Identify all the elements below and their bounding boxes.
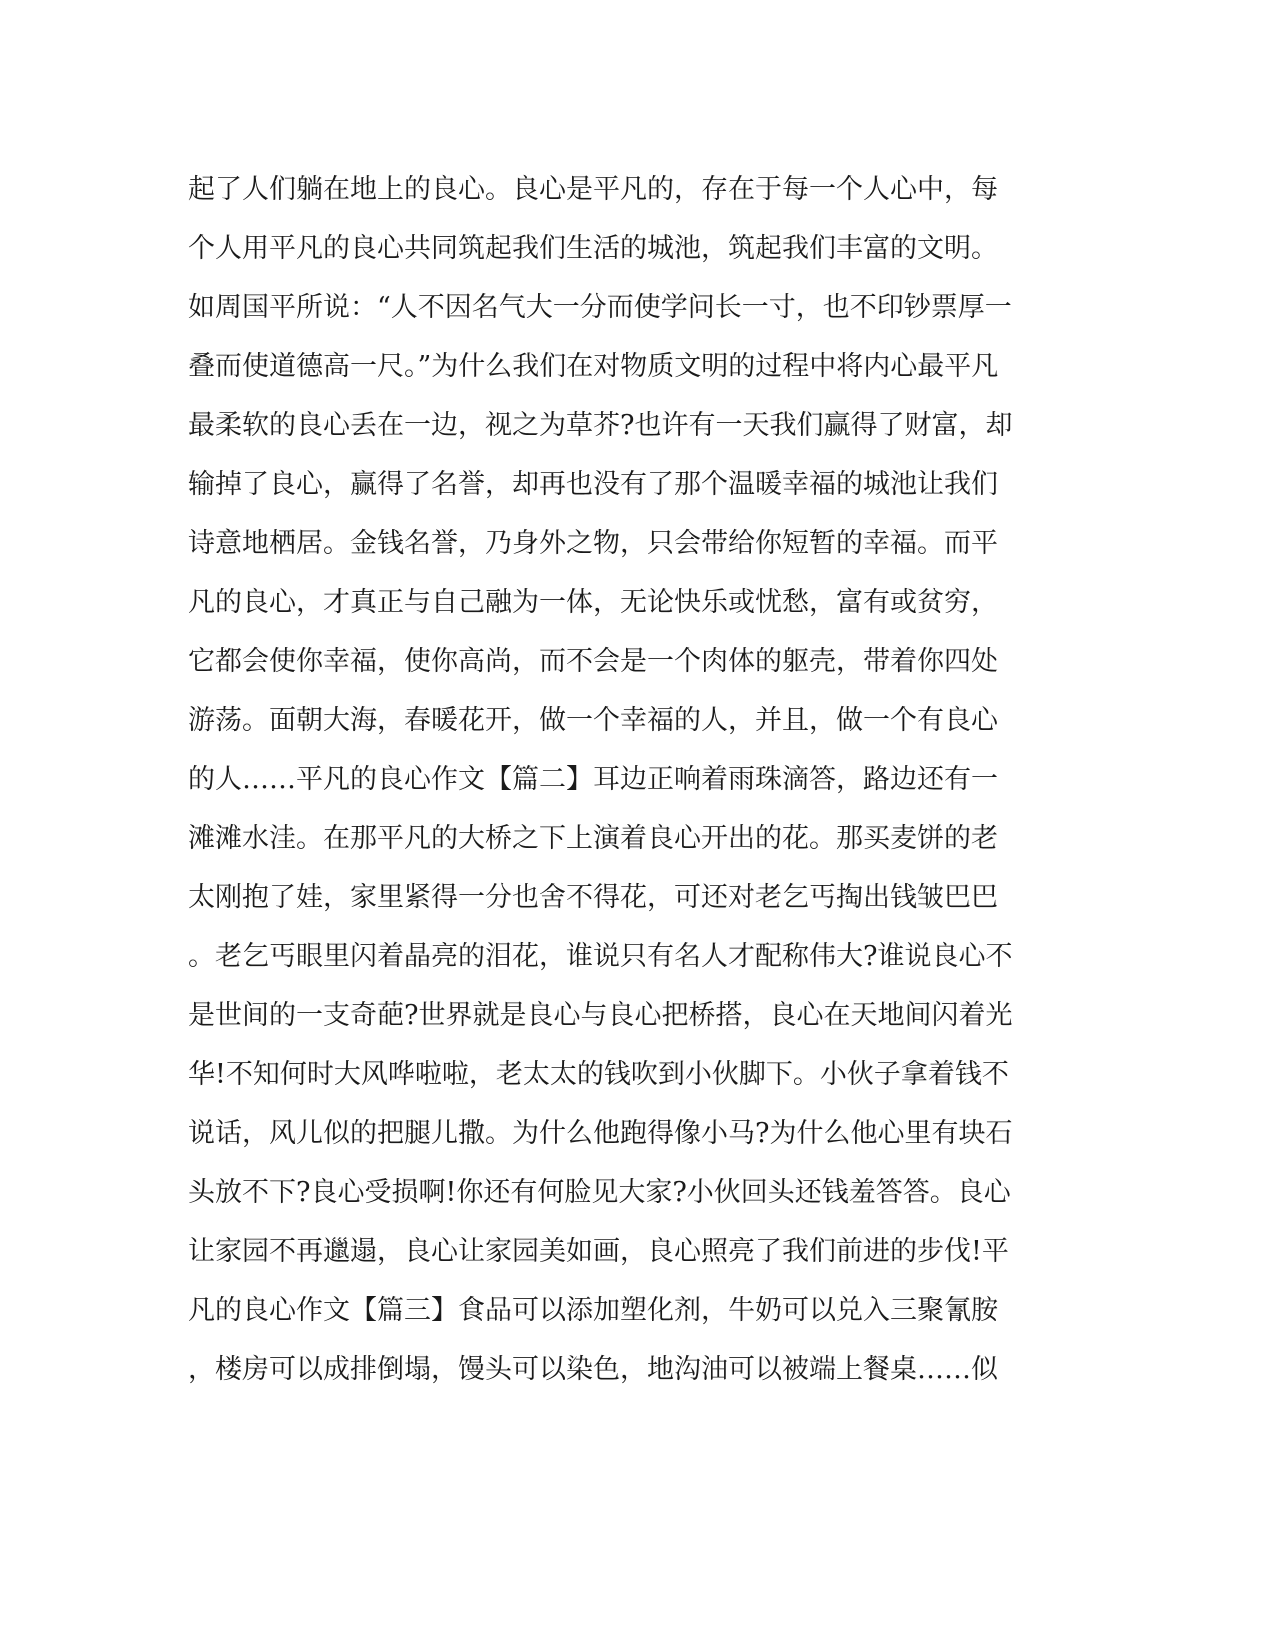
text-line: 华!不知何时大风哗啦啦，老太太的钱吹到小伙脚下。小伙子拿着钱不 (188, 1059, 1009, 1090)
text-line: 它都会使你幸福，使你高尚，而不会是一个肉体的躯壳，带着你四处 (188, 646, 998, 677)
text-line: 凡的良心，才真正与自己融为一体，无论快乐或忧愁，富有或贫穷， (188, 587, 998, 618)
text-line: 诗意地栖居。金钱名誉，乃身外之物，只会带给你短暂的幸福。而平 (188, 528, 998, 559)
text-line: 最柔软的良心丢在一边，视之为草芥?也许有一天我们赢得了财富，却 (188, 410, 1013, 441)
text-line: 叠而使道德高一尺。”为什么我们在对物质文明的过程中将内心最平凡 (188, 351, 999, 382)
text-line: 游荡。面朝大海，春暖花开，做一个幸福的人，并且，做一个有良心 (188, 705, 998, 736)
text-line: 是世间的一支奇葩?世界就是良心与良心把桥搭，良心在天地间闪着光 (188, 1000, 1013, 1031)
text-line: 输掉了良心，赢得了名誉，却再也没有了那个温暖幸福的城池让我们 (188, 469, 998, 500)
text-line: 起了人们躺在地上的良心。良心是平凡的，存在于每一个人心中，每 (188, 174, 998, 205)
text-line: 太刚抱了娃，家里紧得一分也舍不得花，可还对老乞丐掏出钱皱巴巴 (188, 882, 998, 913)
text-line: 滩滩水洼。在那平凡的大桥之下上演着良心开出的花。那买麦饼的老 (188, 823, 998, 854)
text-line: 。老乞丐眼里闪着晶亮的泪花，谁说只有名人才配称伟大?谁说良心不 (188, 941, 1013, 972)
text-line: 个人用平凡的良心共同筑起我们生活的城池，筑起我们丰富的文明。 (188, 233, 998, 264)
body-text (188, 160, 1068, 1399)
text-line: 让家园不再邋遢，良心让家园美如画，良心照亮了我们前进的步伐!平 (188, 1236, 1009, 1267)
text-line: ，楼房可以成排倒塌，馒头可以染色，地沟油可以被端上餐桌……似 (188, 1354, 998, 1385)
text-line: 的人……平凡的良心作文【篇二】耳边正响着雨珠滴答，路边还有一 (188, 764, 998, 795)
text-line: 凡的良心作文【篇三】食品可以添加塑化剂，牛奶可以兑入三聚氰胺 (188, 1295, 998, 1326)
text-line: 如周国平所说：“人不因名气大一分而使学问长一寸，也不印钞票厚一 (188, 292, 1012, 323)
text-line: 头放不下?良心受损啊!你还有何脸见大家?小伙回头还钱羞答答。良心 (188, 1177, 1011, 1208)
text-line: 说话，风儿似的把腿儿撒。为什么他跑得像小马?为什么他心里有块石 (188, 1118, 1013, 1149)
